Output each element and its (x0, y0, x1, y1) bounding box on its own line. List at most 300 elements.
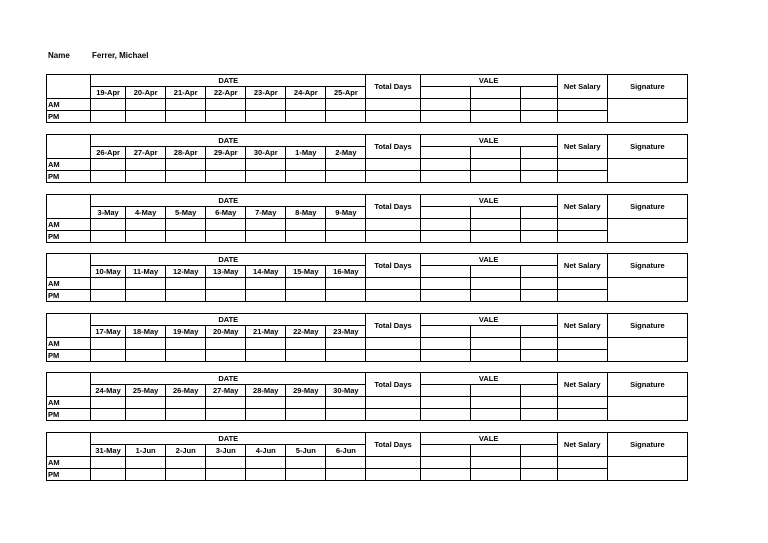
entry-cell[interactable] (557, 469, 607, 481)
entry-cell[interactable] (326, 219, 366, 231)
vale-header: VALE (420, 314, 557, 326)
entry-cell[interactable] (470, 457, 520, 469)
entry-cell[interactable] (166, 99, 206, 111)
entry-cell[interactable] (246, 219, 286, 231)
week-block (46, 134, 688, 183)
entry-cell[interactable] (557, 219, 607, 231)
entry-cell[interactable] (91, 99, 126, 111)
entry-cell[interactable] (420, 350, 470, 362)
total-days-header: Total Days (366, 195, 420, 219)
entry-cell[interactable] (420, 278, 470, 290)
entry-cell[interactable] (206, 159, 246, 171)
entry-cell[interactable] (326, 469, 366, 481)
entry-cell[interactable] (470, 278, 520, 290)
entry-cell[interactable] (246, 457, 286, 469)
entry-cell[interactable] (246, 338, 286, 350)
signature-header: Signature (607, 75, 687, 99)
pm-label: PM (47, 469, 91, 481)
entry-cell[interactable] (557, 171, 607, 183)
entry-cell[interactable] (420, 397, 470, 409)
entry-cell[interactable] (91, 231, 126, 243)
entry-cell[interactable] (366, 171, 420, 183)
date-cell: 4-Jun (246, 445, 286, 457)
entry-cell[interactable] (206, 397, 246, 409)
entry-cell[interactable] (520, 290, 557, 302)
vale-subheader-cell (520, 326, 557, 338)
entry-cell[interactable] (366, 469, 420, 481)
vale-subheader-cell (470, 385, 520, 397)
entry-cell[interactable] (246, 350, 286, 362)
entry-cell[interactable] (246, 290, 286, 302)
total-days-header: Total Days (366, 135, 420, 159)
net-salary-header: Net Salary (557, 373, 607, 397)
entry-cell[interactable] (557, 397, 607, 409)
date-cell: 5-Jun (286, 445, 326, 457)
date-cell: 31-May (91, 445, 126, 457)
pm-row (47, 111, 688, 123)
date-cell: 26-Apr (91, 147, 126, 159)
entry-cell[interactable] (126, 338, 166, 350)
date-cell: 24-Apr (286, 87, 326, 99)
entry-cell[interactable] (366, 457, 420, 469)
entry-cell[interactable] (166, 350, 206, 362)
vale-subheader-cell (520, 147, 557, 159)
entry-cell[interactable] (557, 457, 607, 469)
entry-cell[interactable] (206, 338, 246, 350)
week-header-row (47, 373, 688, 385)
date-cell: 29-May (286, 385, 326, 397)
pm-label: PM (47, 111, 91, 123)
entry-cell[interactable] (326, 338, 366, 350)
week-header-row (47, 75, 688, 87)
entry-cell[interactable] (206, 457, 246, 469)
date-cell: 21-May (246, 326, 286, 338)
entry-cell[interactable] (557, 111, 607, 123)
entry-cell[interactable] (166, 290, 206, 302)
entry-cell[interactable] (126, 350, 166, 362)
entry-cell[interactable] (326, 397, 366, 409)
date-cell: 25-May (126, 385, 166, 397)
signature-cell[interactable] (607, 338, 687, 362)
entry-cell[interactable] (520, 469, 557, 481)
signature-cell[interactable] (607, 159, 687, 183)
date-cell: 19-Apr (91, 87, 126, 99)
entry-cell[interactable] (420, 469, 470, 481)
entry-cell[interactable] (206, 469, 246, 481)
entry-cell[interactable] (206, 99, 246, 111)
entry-cell[interactable] (206, 219, 246, 231)
vale-subheader-cell (470, 207, 520, 219)
total-days-header: Total Days (366, 373, 420, 397)
entry-cell[interactable] (246, 409, 286, 421)
entry-cell[interactable] (366, 409, 420, 421)
date-header: DATE (91, 75, 366, 87)
date-cell: 29-Apr (206, 147, 246, 159)
entry-cell[interactable] (286, 99, 326, 111)
entry-cell[interactable] (91, 171, 126, 183)
entry-cell[interactable] (126, 171, 166, 183)
vale-subheader-cell (470, 147, 520, 159)
entry-cell[interactable] (366, 278, 420, 290)
entry-cell[interactable] (166, 457, 206, 469)
net-salary-header: Net Salary (557, 254, 607, 278)
entry-cell[interactable] (470, 159, 520, 171)
date-cell: 2-Jun (166, 445, 206, 457)
am-label: AM (47, 397, 91, 409)
signature-cell[interactable] (607, 278, 687, 302)
date-header: DATE (91, 254, 366, 266)
entry-cell[interactable] (326, 457, 366, 469)
am-row (47, 338, 688, 350)
entry-cell[interactable] (206, 171, 246, 183)
entry-cell[interactable] (126, 409, 166, 421)
corner-cell (47, 135, 91, 159)
entry-cell[interactable] (126, 457, 166, 469)
entry-cell[interactable] (470, 338, 520, 350)
entry-cell[interactable] (326, 409, 366, 421)
date-cell: 4-May (126, 207, 166, 219)
entry-cell[interactable] (520, 409, 557, 421)
entry-cell[interactable] (366, 350, 420, 362)
pm-label: PM (47, 231, 91, 243)
entry-cell[interactable] (366, 290, 420, 302)
entry-cell[interactable] (126, 219, 166, 231)
entry-cell[interactable] (470, 171, 520, 183)
entry-cell[interactable] (420, 290, 470, 302)
entry-cell[interactable] (206, 278, 246, 290)
entry-cell[interactable] (126, 397, 166, 409)
entry-cell[interactable] (91, 290, 126, 302)
entry-cell[interactable] (520, 99, 557, 111)
date-cell: 18-May (126, 326, 166, 338)
net-salary-header: Net Salary (557, 314, 607, 338)
date-cell: 23-May (326, 326, 366, 338)
entry-cell[interactable] (246, 159, 286, 171)
entry-cell[interactable] (126, 159, 166, 171)
week-header-row (47, 433, 688, 445)
entry-cell[interactable] (520, 231, 557, 243)
entry-cell[interactable] (420, 231, 470, 243)
entry-cell[interactable] (126, 469, 166, 481)
date-cell: 1-May (286, 147, 326, 159)
date-cell: 2-May (326, 147, 366, 159)
corner-cell (47, 75, 91, 99)
signature-header: Signature (607, 135, 687, 159)
entry-cell[interactable] (420, 99, 470, 111)
vale-subheader-cell (420, 87, 470, 99)
am-row (47, 159, 688, 171)
entry-cell[interactable] (206, 231, 246, 243)
vale-subheader-cell (470, 87, 520, 99)
vale-subheader-cell (520, 207, 557, 219)
entry-cell[interactable] (286, 159, 326, 171)
pm-label: PM (47, 171, 91, 183)
entry-cell[interactable] (246, 171, 286, 183)
entry-cell[interactable] (557, 350, 607, 362)
entry-cell[interactable] (166, 111, 206, 123)
signature-cell[interactable] (607, 457, 687, 481)
am-label: AM (47, 338, 91, 350)
entry-cell[interactable] (286, 171, 326, 183)
entry-cell[interactable] (557, 290, 607, 302)
entry-cell[interactable] (520, 171, 557, 183)
entry-cell[interactable] (246, 99, 286, 111)
entry-cell[interactable] (520, 457, 557, 469)
entry-cell[interactable] (286, 219, 326, 231)
entry-cell[interactable] (246, 469, 286, 481)
entry-cell[interactable] (91, 409, 126, 421)
entry-cell[interactable] (420, 171, 470, 183)
am-row (47, 219, 688, 231)
date-cell: 23-Apr (246, 87, 286, 99)
entry-cell[interactable] (326, 171, 366, 183)
corner-cell (47, 254, 91, 278)
entry-cell[interactable] (326, 231, 366, 243)
entry-cell[interactable] (286, 397, 326, 409)
entry-cell[interactable] (286, 111, 326, 123)
entry-cell[interactable] (520, 159, 557, 171)
entry-cell[interactable] (557, 159, 607, 171)
signature-cell[interactable] (607, 99, 687, 123)
entry-cell[interactable] (470, 111, 520, 123)
date-cell: 16-May (326, 266, 366, 278)
vale-header: VALE (420, 135, 557, 147)
entry-cell[interactable] (557, 231, 607, 243)
date-cell: 28-May (246, 385, 286, 397)
entry-cell[interactable] (420, 457, 470, 469)
employee-name: Ferrer, Michael (92, 51, 149, 60)
entry-cell[interactable] (557, 278, 607, 290)
entry-cell[interactable] (420, 111, 470, 123)
date-cell: 5-May (166, 207, 206, 219)
entry-cell[interactable] (520, 219, 557, 231)
entry-cell[interactable] (470, 397, 520, 409)
week-block (46, 313, 688, 362)
entry-cell[interactable] (246, 278, 286, 290)
entry-cell[interactable] (520, 111, 557, 123)
week-block (46, 432, 688, 481)
entry-cell[interactable] (126, 278, 166, 290)
date-cell: 13-May (206, 266, 246, 278)
entry-cell[interactable] (326, 99, 366, 111)
week-header-row (47, 195, 688, 207)
entry-cell[interactable] (366, 111, 420, 123)
entry-cell[interactable] (520, 397, 557, 409)
date-cell: 1-Jun (126, 445, 166, 457)
entry-cell[interactable] (366, 219, 420, 231)
vale-header: VALE (420, 195, 557, 207)
signature-header: Signature (607, 195, 687, 219)
week-block (46, 74, 688, 123)
entry-cell[interactable] (166, 409, 206, 421)
date-cell: 12-May (166, 266, 206, 278)
entry-cell[interactable] (420, 409, 470, 421)
corner-cell (47, 195, 91, 219)
pm-row (47, 469, 688, 481)
vale-subheader-cell (520, 87, 557, 99)
entry-cell[interactable] (366, 397, 420, 409)
date-cell: 14-May (246, 266, 286, 278)
entry-cell[interactable] (126, 99, 166, 111)
entry-cell[interactable] (286, 231, 326, 243)
date-header: DATE (91, 135, 366, 147)
am-row (47, 397, 688, 409)
entry-cell[interactable] (557, 409, 607, 421)
entry-cell[interactable] (91, 219, 126, 231)
entry-cell[interactable] (206, 111, 246, 123)
entry-cell[interactable] (286, 457, 326, 469)
entry-cell[interactable] (520, 278, 557, 290)
entry-cell[interactable] (91, 350, 126, 362)
vale-subheader-cell (420, 147, 470, 159)
entry-cell[interactable] (286, 409, 326, 421)
date-cell: 26-May (166, 385, 206, 397)
pm-label: PM (47, 350, 91, 362)
entry-cell[interactable] (166, 397, 206, 409)
entry-cell[interactable] (286, 290, 326, 302)
vale-subheader-cell (420, 207, 470, 219)
entry-cell[interactable] (126, 290, 166, 302)
pm-label: PM (47, 409, 91, 421)
net-salary-header: Net Salary (557, 195, 607, 219)
entry-cell[interactable] (557, 99, 607, 111)
pm-row (47, 231, 688, 243)
entry-cell[interactable] (366, 231, 420, 243)
entry-cell[interactable] (166, 219, 206, 231)
signature-header: Signature (607, 433, 687, 457)
signature-header: Signature (607, 314, 687, 338)
vale-subheader-cell (420, 266, 470, 278)
entry-cell[interactable] (286, 338, 326, 350)
entry-cell[interactable] (91, 338, 126, 350)
entry-cell[interactable] (557, 338, 607, 350)
entry-cell[interactable] (286, 350, 326, 362)
am-label: AM (47, 159, 91, 171)
am-row (47, 278, 688, 290)
date-cell: 20-Apr (126, 87, 166, 99)
entry-cell[interactable] (166, 469, 206, 481)
vale-header: VALE (420, 433, 557, 445)
entry-cell[interactable] (246, 111, 286, 123)
pm-row (47, 350, 688, 362)
entry-cell[interactable] (520, 338, 557, 350)
date-cell: 6-Jun (326, 445, 366, 457)
date-cell: 9-May (326, 207, 366, 219)
entry-cell[interactable] (326, 159, 366, 171)
entry-cell[interactable] (326, 350, 366, 362)
vale-header: VALE (420, 254, 557, 266)
entry-cell[interactable] (470, 469, 520, 481)
total-days-header: Total Days (366, 314, 420, 338)
am-label: AM (47, 278, 91, 290)
entry-cell[interactable] (326, 290, 366, 302)
net-salary-header: Net Salary (557, 75, 607, 99)
am-label: AM (47, 457, 91, 469)
am-row (47, 457, 688, 469)
date-cell: 3-Jun (206, 445, 246, 457)
entry-cell[interactable] (470, 99, 520, 111)
date-cell: 27-Apr (126, 147, 166, 159)
date-cell: 11-May (126, 266, 166, 278)
date-cell: 25-Apr (326, 87, 366, 99)
entry-cell[interactable] (470, 409, 520, 421)
vale-header: VALE (420, 373, 557, 385)
total-days-header: Total Days (366, 254, 420, 278)
entry-cell[interactable] (126, 231, 166, 243)
entry-cell[interactable] (520, 350, 557, 362)
entry-cell[interactable] (286, 278, 326, 290)
date-cell: 10-May (91, 266, 126, 278)
date-cell: 22-Apr (206, 87, 246, 99)
entry-cell[interactable] (470, 350, 520, 362)
entry-cell[interactable] (286, 469, 326, 481)
vale-subheader-cell (470, 326, 520, 338)
net-salary-header: Net Salary (557, 135, 607, 159)
entry-cell[interactable] (470, 290, 520, 302)
entry-cell[interactable] (326, 111, 366, 123)
date-cell: 15-May (286, 266, 326, 278)
total-days-header: Total Days (366, 433, 420, 457)
entry-cell[interactable] (91, 469, 126, 481)
entry-cell[interactable] (420, 219, 470, 231)
entry-cell[interactable] (166, 338, 206, 350)
entry-cell[interactable] (91, 278, 126, 290)
date-cell: 7-May (246, 207, 286, 219)
week-block (46, 194, 688, 243)
entry-cell[interactable] (366, 99, 420, 111)
date-cell: 30-Apr (246, 147, 286, 159)
entry-cell[interactable] (366, 159, 420, 171)
date-header: DATE (91, 195, 366, 207)
entry-cell[interactable] (420, 159, 470, 171)
entry-cell[interactable] (326, 278, 366, 290)
entry-cell[interactable] (91, 397, 126, 409)
date-cell: 20-May (206, 326, 246, 338)
entry-cell[interactable] (166, 171, 206, 183)
entry-cell[interactable] (470, 231, 520, 243)
entry-cell[interactable] (91, 457, 126, 469)
signature-cell[interactable] (607, 397, 687, 421)
pm-row (47, 409, 688, 421)
entry-cell[interactable] (166, 159, 206, 171)
signature-cell[interactable] (607, 219, 687, 243)
vale-subheader-cell (470, 445, 520, 457)
entry-cell[interactable] (91, 111, 126, 123)
entry-cell[interactable] (91, 159, 126, 171)
week-header-row (47, 254, 688, 266)
date-cell: 6-May (206, 207, 246, 219)
entry-cell[interactable] (206, 350, 246, 362)
vale-subheader-cell (470, 266, 520, 278)
date-header: DATE (91, 314, 366, 326)
signature-header: Signature (607, 254, 687, 278)
vale-subheader-cell (420, 385, 470, 397)
corner-cell (47, 314, 91, 338)
entry-cell[interactable] (126, 111, 166, 123)
entry-cell[interactable] (246, 397, 286, 409)
entry-cell[interactable] (166, 278, 206, 290)
entry-cell[interactable] (206, 290, 246, 302)
entry-cell[interactable] (366, 338, 420, 350)
entry-cell[interactable] (420, 338, 470, 350)
entry-cell[interactable] (206, 409, 246, 421)
date-cell: 28-Apr (166, 147, 206, 159)
date-cell: 17-May (91, 326, 126, 338)
entry-cell[interactable] (470, 219, 520, 231)
pm-row (47, 290, 688, 302)
entry-cell[interactable] (246, 231, 286, 243)
entry-cell[interactable] (166, 231, 206, 243)
